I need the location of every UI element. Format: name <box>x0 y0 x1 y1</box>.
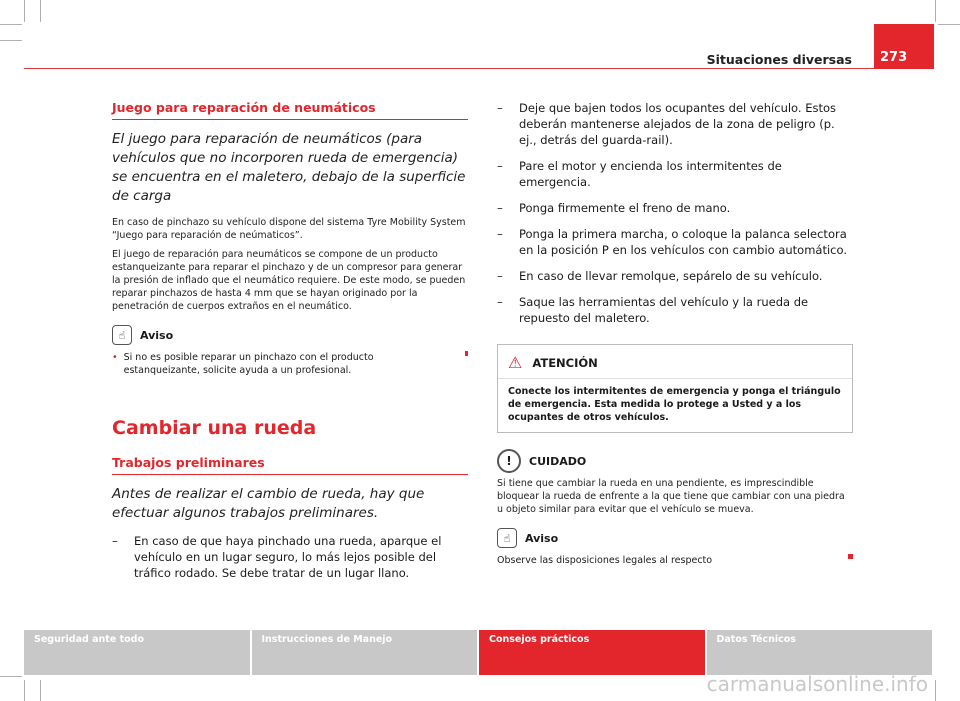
note-line <box>497 554 853 567</box>
warning-text: Conecte los intermitentes de emergencia y ponga el triángulo de emergencia. Esta medida lo protege a Usted y a los ocupantes de otros vehículos. <box>508 386 841 423</box>
end-mark-icon <box>465 351 468 356</box>
end-mark-icon <box>848 554 853 559</box>
step-text: Ponga firmemente el freno de mano. <box>519 201 731 215</box>
exclamation-circle-icon: ! <box>497 449 521 473</box>
section-title: Trabajos preliminares <box>112 455 468 475</box>
step-text: En caso de que haya pinchado una rueda, aparque el vehículo en un lugar seguro, lo más lejos posible del tráfico rodado. Se debe tratar de un lugar llano. <box>134 534 442 580</box>
note-text: Si no es posible reparar un pinchazo con el producto estanqueizante, solicite ayuda a un profesional. <box>123 352 374 376</box>
step-item <box>497 100 853 148</box>
step-item <box>497 226 853 258</box>
care-header <box>497 449 853 473</box>
footer-tab-consejos[interactable]: Consejos prácticos <box>479 630 705 675</box>
care-label: CUIDADO <box>529 454 587 468</box>
header-rule <box>24 68 874 69</box>
note-header <box>112 325 468 345</box>
step-text: Pare el motor y encienda los intermitentes de emergencia. <box>519 159 782 189</box>
warning-box <box>497 344 853 433</box>
footer-tabs <box>24 630 934 675</box>
left-column <box>112 100 468 591</box>
footer-tab-seguridad[interactable]: Seguridad ante todo <box>24 630 250 675</box>
dash-icon: – <box>497 101 503 115</box>
step-text: Deje que bajen todos los ocupantes del vehículo. Estos deberán mantenerse alejados de la zona de peligro (p. ej., detrás del guarda-rail). <box>519 101 836 147</box>
note-label: Aviso <box>140 328 174 342</box>
watermark: carmanualsonline.info <box>706 672 928 696</box>
dash-icon: – <box>497 227 503 241</box>
warning-label: ATENCIÓN <box>532 355 598 370</box>
step-item <box>497 268 853 284</box>
section-intro: Antes de realizar el cambio de rueda, hay que efectuar algunos trabajos preliminares. <box>112 486 425 521</box>
info-hand-icon: ☝ <box>497 528 517 548</box>
warning-header <box>498 345 852 379</box>
info-hand-icon: ☝ <box>112 325 132 345</box>
step-item <box>497 158 853 190</box>
crop-mark <box>938 24 960 25</box>
care-text: Si tiene que cambiar la rueda en una pendiente, es imprescindible bloquear la rueda de enfrente a la que tiene que cambiar con una piedra u objeto similar para evitar que el vehículo se mueva. <box>497 478 845 515</box>
crop-mark <box>0 676 22 677</box>
footer-tab-instrucciones[interactable]: Instrucciones de Manejo <box>252 630 478 675</box>
step-text: En caso de llevar remolque, sepárelo de su vehículo. <box>519 269 823 283</box>
crop-mark <box>0 40 22 41</box>
right-column <box>497 100 853 567</box>
crop-mark <box>935 680 936 701</box>
section-intro: El juego para reparación de neumáticos (para vehículos que no incorporen rueda de emergencia) se encuentra en el maletero, debajo de la superficie de carga <box>112 131 466 204</box>
chapter-title: Cambiar una rueda <box>112 417 317 439</box>
warning-triangle-icon: ⚠ <box>508 353 523 372</box>
paragraph: En caso de pinchazo su vehículo dispone del sistema Tyre Mobility System “Juego para reparación de neúmaticos”. <box>112 217 466 241</box>
bullet-icon: • <box>112 352 118 363</box>
footer-tab-datos[interactable]: Datos Técnicos <box>707 630 933 675</box>
section-title: Juego para reparación de neumáticos <box>112 100 468 120</box>
crop-mark <box>40 0 41 22</box>
step-text: Ponga la primera marcha, o coloque la palanca selectora en la posición P en los vehículos con cambio automático. <box>519 227 847 257</box>
step-item <box>112 533 468 581</box>
dash-icon: – <box>497 295 503 309</box>
step-text: Saque las herramientas del vehículo y la rueda de repuesto del maletero. <box>519 295 809 325</box>
crop-mark <box>24 680 25 701</box>
crop-mark <box>935 0 936 22</box>
header-title: Situaciones diversas <box>706 52 852 67</box>
note-bullet <box>112 351 468 377</box>
note-header <box>497 528 853 548</box>
step-item <box>497 200 853 216</box>
page-number: 273 <box>874 24 934 69</box>
crop-mark <box>40 680 41 701</box>
step-item <box>497 294 853 326</box>
crop-mark <box>24 0 25 22</box>
dash-icon: – <box>497 269 503 283</box>
dash-icon: – <box>497 201 503 215</box>
note-text: Observe las disposiciones legales al respecto <box>497 555 713 566</box>
crop-mark <box>0 24 22 25</box>
note-label: Aviso <box>525 531 559 545</box>
paragraph: El juego de reparación para neumáticos se compone de un producto estanqueizante para reparar el pinchazo y de un compresor para generar la presión de inflado que el neumático requiere. De este modo, se pueden reparar pinchazos de hasta 4 mm que se hayan originado por la penetración de cuerpos extraños en el neumático. <box>112 249 466 312</box>
dash-icon: – <box>112 534 118 548</box>
dash-icon: – <box>497 159 503 173</box>
